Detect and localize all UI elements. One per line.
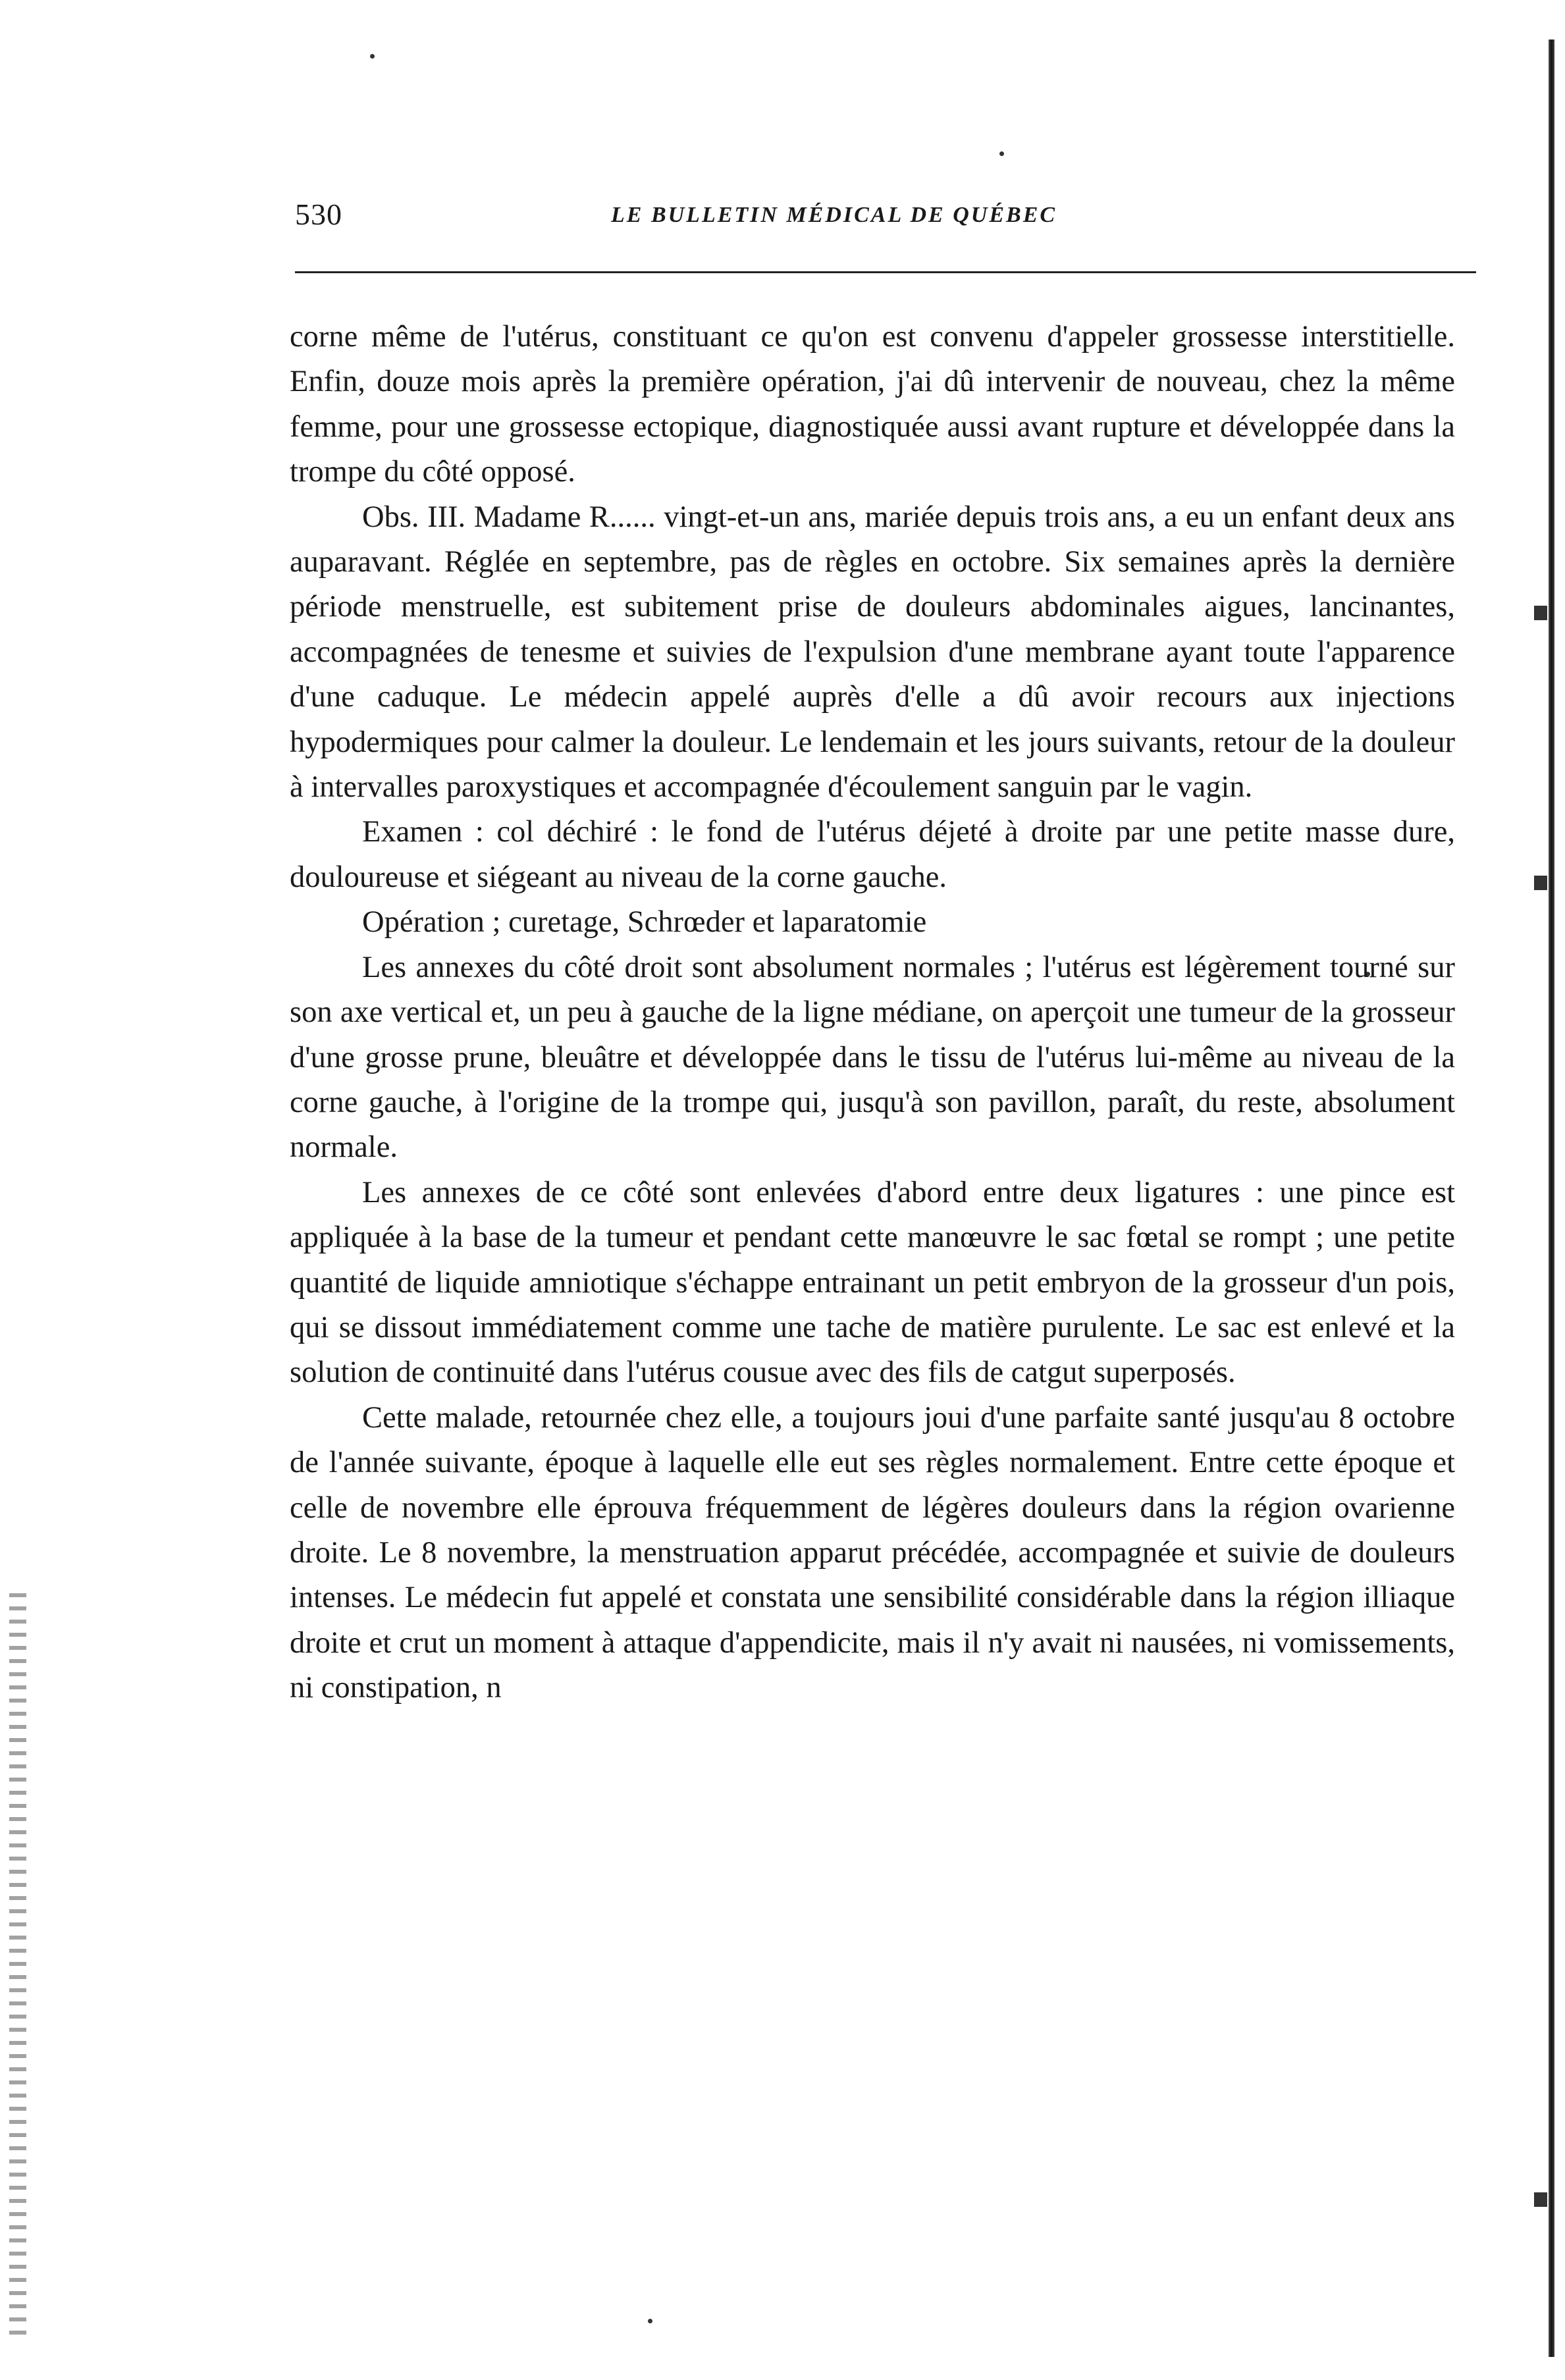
paragraph-continuation: corne même de l'utérus, constituant ce qu'on est convenu d'appeler grossesse interstitielle. Enfin, douze mois après la première opération, j'ai dû intervenir de nouveau, chez la même femme, pour une grossesse ectopique, diagnostiquée aussi avant rupture et développée dans la trompe du côté opposé. — [290, 320, 1455, 489]
paragraph-examen: Examen : col déchiré : le fond de l'utérus déjeté à droite par une petite masse dure, douloureuse et siégeant au niveau de la corne gauche. — [290, 815, 1455, 894]
scan-speck — [648, 2319, 652, 2323]
paragraph-annexes-droit: Les annexes du côté droit sont absolument normales ; l'utérus est légèrement tourné sur son axe vertical et, un peu à gauche de la ligne médiane, on aperçoit une tumeur de la grosseur d'une grosse prune, bleuâtre et développée dans le tissu de l'utérus lui-même au niveau de la corne gauche, à l'origine de la trompe qui, jusqu'à son pavillon, paraît, du reste, absolument normale. — [290, 950, 1455, 1165]
paragraph-observation-iii: Obs. III. Madame R...... vingt-et-un ans, mariée depuis trois ans, a eu un enfant deux ans auparavant. Réglée en septembre, pas de règles en octobre. Six semaines après la dernière période menstruelle, est subitement prise de douleurs abdominales aigues, lancinantes, accompagnées de tenesme et suivies de l'expulsion d'une membrane ayant toute l'apparence d'une caduque. Le médecin appelé auprès d'elle a dû avoir recours aux injections hypodermiques pour calmer la douleur. Le lendemain et les jours suivants, retour de la douleur à intervalles paroxystiques et accompagnée d'écoulement sanguin par le vagin. — [290, 500, 1455, 805]
paragraph-annexes-gauche: Les annexes de ce côté sont enlevées d'abord entre deux ligatures : une pince est appliquée à la base de la tumeur et pendant cette manœuvre le sac fœtal se rompt ; une petite quantité de liquide amniotique s'échappe entrainant un petit embryon de la grosseur d'un pois, qui se dissout immédiatement comme une tache de matière purulente. Le sac est enlevé et la solution de continuité dans l'utérus cousue avec des fils de catgut superposés. — [290, 1175, 1455, 1390]
scan-right-edge-shadow — [1549, 40, 1554, 2357]
header-rule — [295, 271, 1476, 273]
running-title: LE BULLETIN MÉDICAL DE QUÉBEC — [611, 203, 1057, 227]
paragraph-suite: Cette malade, retournée chez elle, a toujours joui d'une parfaite santé jusqu'au 8 octobre de l'année suivante, époque à laquelle elle eut ses règles normalement. Entre cette époque et celle de novembre elle éprouva fréquemment de légères douleurs dans la région ovarienne droite. Le 8 novembre, la menstruation apparut précédée, accompagnée et suivie de douleurs intenses. Le médecin fut appelé et constata une sensibilité considérable dans la région illiaque droite et crut un moment à attaque d'appendicite, mais il n'y avait ni nausées, ni vomissements, ni constipation, n — [290, 1400, 1455, 1705]
scan-edge-mark — [1534, 2192, 1547, 2207]
scan-edge-mark — [1534, 876, 1547, 890]
page-number: 530 — [295, 198, 342, 231]
scan-speck — [999, 151, 1004, 156]
scan-left-edge-marks — [9, 1593, 26, 2344]
body-text — [290, 315, 1455, 1711]
paragraph-operation: Opération ; curetage, Schrœder et laparatomie — [362, 905, 927, 939]
page-header — [295, 195, 1473, 234]
scan-edge-mark — [1534, 606, 1547, 620]
scan-speck — [370, 54, 375, 59]
